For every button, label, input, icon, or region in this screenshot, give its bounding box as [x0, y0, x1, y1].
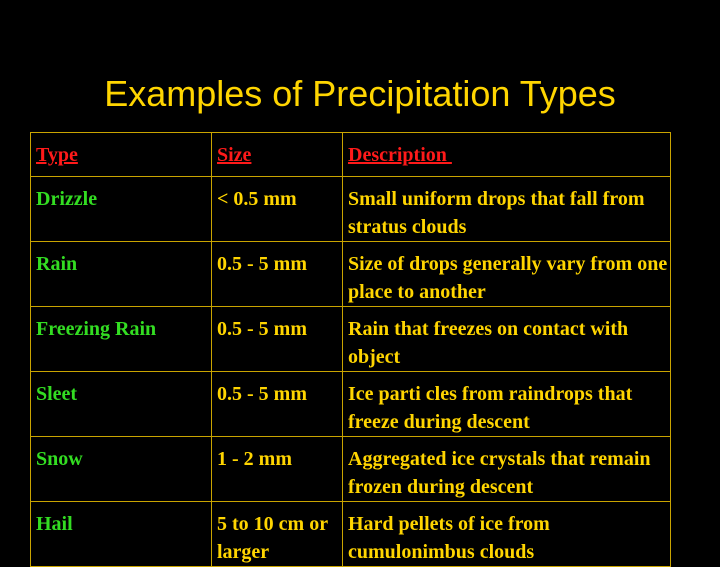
size-cell: 0.5 - 5 mm [212, 372, 343, 437]
description-cell: Size of drops generally vary from one place to another [343, 242, 671, 307]
type-cell: Sleet [31, 372, 212, 437]
description-cell: Rain that freezes on contact with object [343, 307, 671, 372]
description-cell: Hard pellets of ice from cumulonimbus clouds [343, 502, 671, 567]
slide-title: Examples of Precipitation Types [104, 73, 616, 114]
type-cell: Drizzle [31, 177, 212, 242]
size-cell: 0.5 - 5 mm [212, 307, 343, 372]
header-type: Type [31, 133, 212, 177]
header-description: Description [343, 133, 671, 177]
type-cell: Hail [31, 502, 212, 567]
description-cell: Small uniform drops that fall from stratus clouds [343, 177, 671, 242]
type-cell: Rain [31, 242, 212, 307]
table-row [31, 502, 671, 567]
table-row [31, 242, 671, 307]
table-header-row [31, 133, 671, 177]
table-row [31, 437, 671, 502]
header-size: Size [212, 133, 343, 177]
description-cell: Ice parti cles from raindrops that freeze during descent [343, 372, 671, 437]
table-row [31, 372, 671, 437]
size-cell: 5 to 10 cm or larger [212, 502, 343, 567]
size-cell: < 0.5 mm [212, 177, 343, 242]
description-cell: Aggregated ice crystals that remain frozen during descent [343, 437, 671, 502]
type-cell: Snow [31, 437, 212, 502]
precipitation-table [30, 132, 671, 567]
table-row [31, 307, 671, 372]
table-row [31, 177, 671, 242]
size-cell: 1 - 2 mm [212, 437, 343, 502]
type-cell: Freezing Rain [31, 307, 212, 372]
size-cell: 0.5 - 5 mm [212, 242, 343, 307]
